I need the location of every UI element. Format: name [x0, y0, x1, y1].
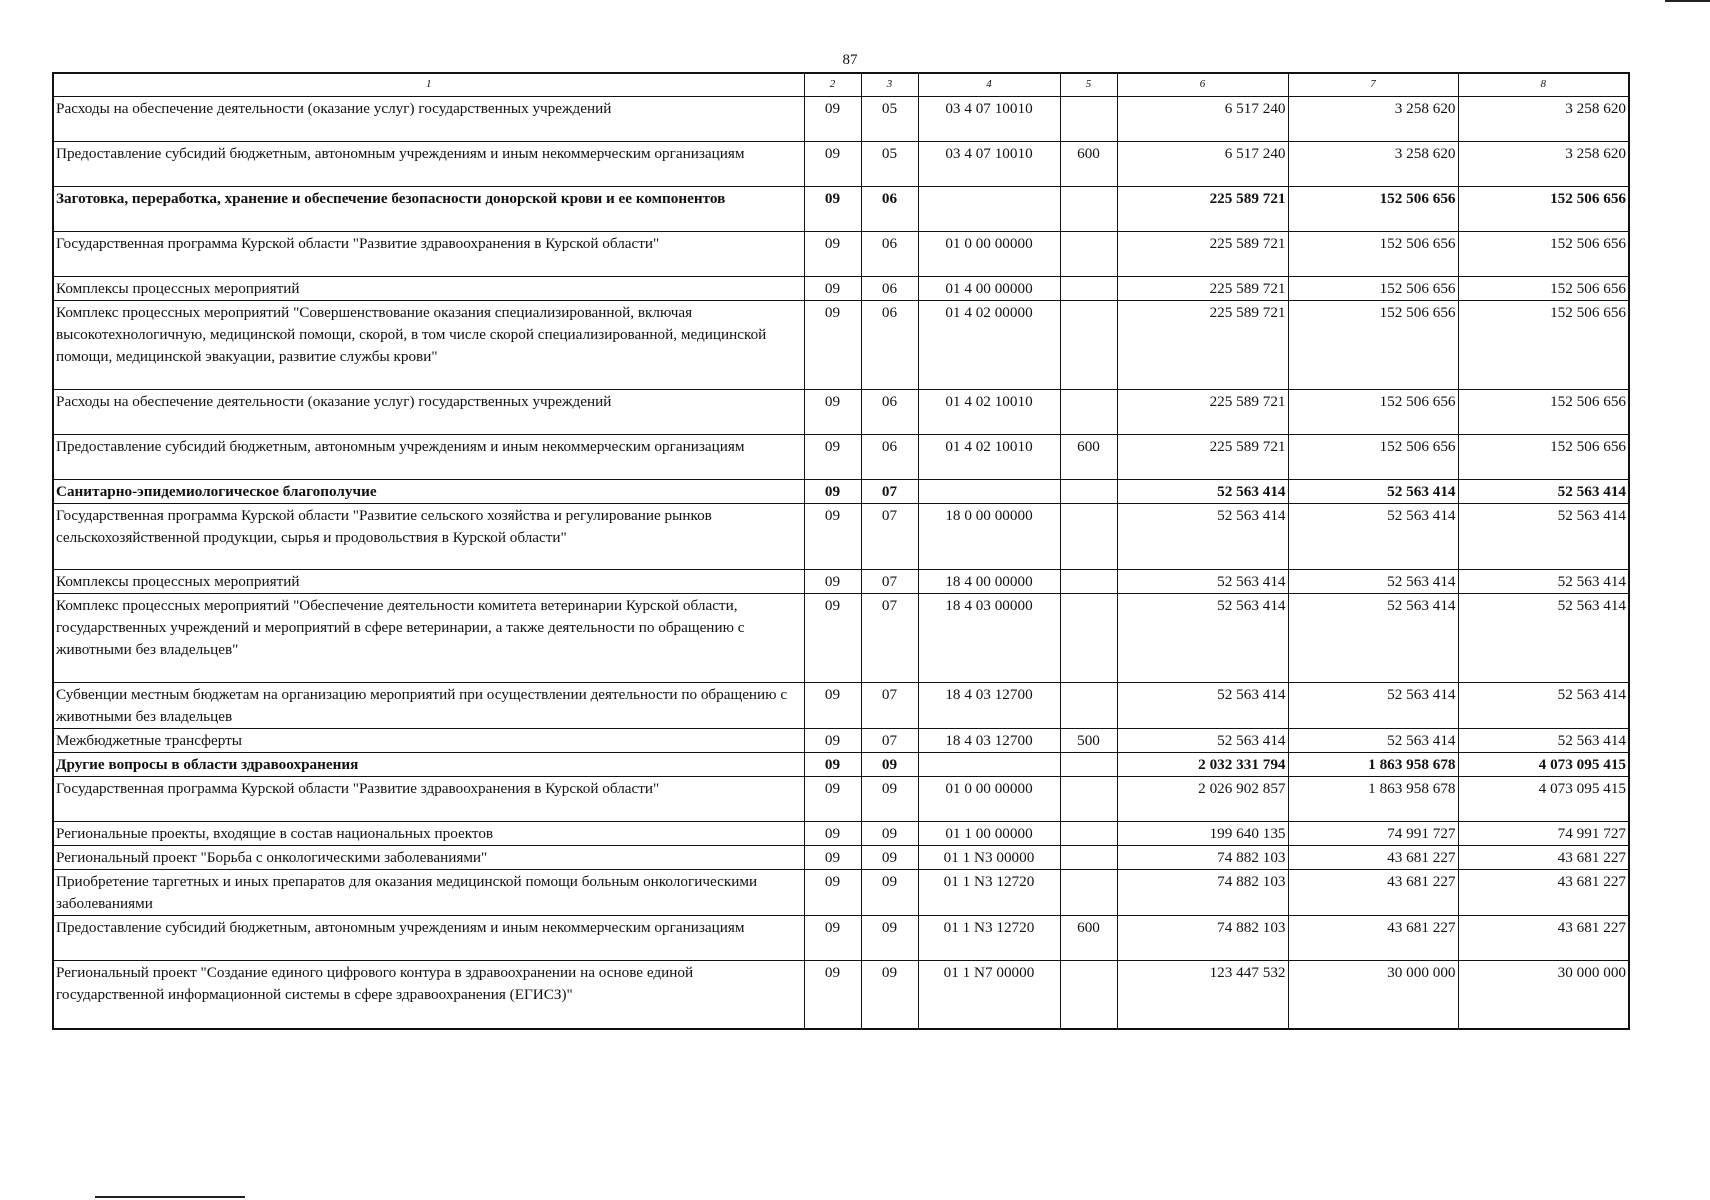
- expense-type-cell: [1060, 504, 1117, 570]
- amount-year1-cell: 74 882 103: [1117, 870, 1288, 916]
- amount-year3-cell: 52 563 414: [1458, 594, 1629, 683]
- expense-type-cell: [1060, 777, 1117, 822]
- amount-year1-cell: 225 589 721: [1117, 435, 1288, 480]
- expense-type-cell: [1060, 187, 1117, 232]
- table-row: [53, 753, 1629, 777]
- amount-year3-cell: 52 563 414: [1458, 480, 1629, 504]
- amount-year1-cell: 74 882 103: [1117, 916, 1288, 961]
- expense-type-cell: 600: [1060, 435, 1117, 480]
- row-name-cell: Комплекс процессных мероприятий "Совершенствование оказания специализированной, включая высокотехнологичную, медицинской помощи, скорой, в том числе скорой специализированной, медицинской помощи, медицинской эвакуации, развитие службы крови": [53, 301, 804, 390]
- row-name-cell: Государственная программа Курской области "Развитие сельского хозяйства и регулирование рынков сельскохозяйственной продукции, сырья и продовольствия в Курской области": [53, 504, 804, 570]
- section-cell: 09: [804, 142, 861, 187]
- row-name-cell: Комплекс процессных мероприятий "Обеспечение деятельности комитета ветеринарии Курской области, государственных учреждений и мероприятий в сфере ветеринарии, а также деятельности по обращению с животными без владельцев": [53, 594, 804, 683]
- amount-year1-cell: 52 563 414: [1117, 570, 1288, 594]
- row-name-cell: Санитарно-эпидемиологическое благополучие: [53, 480, 804, 504]
- target-article-cell: [918, 753, 1060, 777]
- row-name-cell: Региональные проекты, входящие в состав национальных проектов: [53, 822, 804, 846]
- target-article-cell: 18 0 00 00000: [918, 504, 1060, 570]
- section-cell: 09: [804, 846, 861, 870]
- section-cell: 09: [804, 594, 861, 683]
- column-number: 5: [1060, 73, 1117, 97]
- amount-year3-cell: 3 258 620: [1458, 142, 1629, 187]
- section-cell: 09: [804, 683, 861, 729]
- table-row: [53, 961, 1629, 1029]
- column-number: 8: [1458, 73, 1629, 97]
- column-number: 3: [861, 73, 918, 97]
- row-name-cell: Субвенции местным бюджетам на организацию мероприятий при осуществлении деятельности по обращению с животными без владельцев: [53, 683, 804, 729]
- expense-type-cell: [1060, 683, 1117, 729]
- expense-type-cell: 600: [1060, 916, 1117, 961]
- expense-type-cell: [1060, 822, 1117, 846]
- expense-type-cell: [1060, 961, 1117, 1029]
- section-cell: 09: [804, 277, 861, 301]
- expense-type-cell: [1060, 390, 1117, 435]
- scan-line: [95, 1196, 245, 1198]
- section-cell: 09: [804, 480, 861, 504]
- target-article-cell: 01 1 00 00000: [918, 822, 1060, 846]
- amount-year1-cell: 2 032 331 794: [1117, 753, 1288, 777]
- amount-year2-cell: 3 258 620: [1288, 142, 1458, 187]
- target-article-cell: 18 4 03 12700: [918, 683, 1060, 729]
- subsection-cell: 06: [861, 187, 918, 232]
- budget-table: [52, 72, 1630, 1030]
- amount-year2-cell: 152 506 656: [1288, 301, 1458, 390]
- amount-year1-cell: 52 563 414: [1117, 480, 1288, 504]
- table-row: [53, 187, 1629, 232]
- row-name-cell: Государственная программа Курской области "Развитие здравоохранения в Курской области": [53, 232, 804, 277]
- target-article-cell: 01 1 N7 00000: [918, 961, 1060, 1029]
- target-article-cell: [918, 480, 1060, 504]
- expense-type-cell: [1060, 594, 1117, 683]
- table-body: [53, 97, 1629, 1029]
- amount-year2-cell: 152 506 656: [1288, 232, 1458, 277]
- section-cell: 09: [804, 504, 861, 570]
- subsection-cell: 07: [861, 729, 918, 753]
- subsection-cell: 09: [861, 916, 918, 961]
- target-article-cell: 01 4 02 10010: [918, 390, 1060, 435]
- target-article-cell: 01 4 02 00000: [918, 301, 1060, 390]
- target-article-cell: 01 0 00 00000: [918, 232, 1060, 277]
- subsection-cell: 09: [861, 846, 918, 870]
- target-article-cell: 01 4 02 10010: [918, 435, 1060, 480]
- amount-year3-cell: 43 681 227: [1458, 870, 1629, 916]
- subsection-cell: 09: [861, 961, 918, 1029]
- subsection-cell: 09: [861, 822, 918, 846]
- amount-year3-cell: 52 563 414: [1458, 683, 1629, 729]
- row-name-cell: Расходы на обеспечение деятельности (оказание услуг) государственных учреждений: [53, 97, 804, 142]
- amount-year2-cell: 52 563 414: [1288, 729, 1458, 753]
- amount-year3-cell: 152 506 656: [1458, 277, 1629, 301]
- table-row: [53, 301, 1629, 390]
- section-cell: 09: [804, 777, 861, 822]
- table-row: [53, 142, 1629, 187]
- amount-year2-cell: 3 258 620: [1288, 97, 1458, 142]
- target-article-cell: 18 4 03 00000: [918, 594, 1060, 683]
- subsection-cell: 07: [861, 683, 918, 729]
- row-name-cell: Предоставление субсидий бюджетным, автономным учреждениям и иным некоммерческим организациям: [53, 916, 804, 961]
- table-row: [53, 97, 1629, 142]
- amount-year3-cell: 4 073 095 415: [1458, 753, 1629, 777]
- target-article-cell: 01 1 N3 12720: [918, 870, 1060, 916]
- page-number: 87: [842, 52, 858, 68]
- expense-type-cell: [1060, 97, 1117, 142]
- expense-type-cell: [1060, 277, 1117, 301]
- amount-year2-cell: 43 681 227: [1288, 870, 1458, 916]
- amount-year1-cell: 52 563 414: [1117, 683, 1288, 729]
- table-row: [53, 570, 1629, 594]
- amount-year3-cell: 3 258 620: [1458, 97, 1629, 142]
- row-name-cell: Расходы на обеспечение деятельности (оказание услуг) государственных учреждений: [53, 390, 804, 435]
- section-cell: 09: [804, 187, 861, 232]
- subsection-cell: 06: [861, 435, 918, 480]
- expense-type-cell: [1060, 232, 1117, 277]
- amount-year1-cell: 225 589 721: [1117, 232, 1288, 277]
- column-number: 7: [1288, 73, 1458, 97]
- subsection-cell: 06: [861, 232, 918, 277]
- amount-year1-cell: 123 447 532: [1117, 961, 1288, 1029]
- section-cell: 09: [804, 870, 861, 916]
- amount-year1-cell: 6 517 240: [1117, 97, 1288, 142]
- amount-year2-cell: 43 681 227: [1288, 916, 1458, 961]
- table-row: [53, 777, 1629, 822]
- section-cell: 09: [804, 435, 861, 480]
- row-name-cell: Комплексы процессных мероприятий: [53, 277, 804, 301]
- table-row: [53, 683, 1629, 729]
- target-article-cell: 18 4 03 12700: [918, 729, 1060, 753]
- section-cell: 09: [804, 570, 861, 594]
- column-number: 4: [918, 73, 1060, 97]
- amount-year3-cell: 152 506 656: [1458, 232, 1629, 277]
- amount-year2-cell: 43 681 227: [1288, 846, 1458, 870]
- amount-year2-cell: 74 991 727: [1288, 822, 1458, 846]
- row-name-cell: Комплексы процессных мероприятий: [53, 570, 804, 594]
- amount-year2-cell: 1 863 958 678: [1288, 777, 1458, 822]
- amount-year3-cell: 52 563 414: [1458, 504, 1629, 570]
- amount-year1-cell: 225 589 721: [1117, 187, 1288, 232]
- subsection-cell: 07: [861, 594, 918, 683]
- amount-year3-cell: 152 506 656: [1458, 187, 1629, 232]
- target-article-cell: 18 4 00 00000: [918, 570, 1060, 594]
- table-row: [53, 916, 1629, 961]
- amount-year1-cell: 52 563 414: [1117, 504, 1288, 570]
- amount-year3-cell: 152 506 656: [1458, 390, 1629, 435]
- row-name-cell: Государственная программа Курской области "Развитие здравоохранения в Курской области": [53, 777, 804, 822]
- amount-year2-cell: 52 563 414: [1288, 504, 1458, 570]
- amount-year2-cell: 152 506 656: [1288, 435, 1458, 480]
- column-number-row: [53, 73, 1629, 97]
- amount-year2-cell: 152 506 656: [1288, 277, 1458, 301]
- amount-year2-cell: 152 506 656: [1288, 390, 1458, 435]
- amount-year3-cell: 4 073 095 415: [1458, 777, 1629, 822]
- target-article-cell: 01 0 00 00000: [918, 777, 1060, 822]
- amount-year1-cell: 74 882 103: [1117, 846, 1288, 870]
- amount-year1-cell: 225 589 721: [1117, 277, 1288, 301]
- subsection-cell: 07: [861, 570, 918, 594]
- section-cell: 09: [804, 390, 861, 435]
- amount-year1-cell: 52 563 414: [1117, 729, 1288, 753]
- expense-type-cell: 600: [1060, 142, 1117, 187]
- section-cell: 09: [804, 729, 861, 753]
- target-article-cell: 01 1 N3 12720: [918, 916, 1060, 961]
- table-row: [53, 594, 1629, 683]
- row-name-cell: Межбюджетные трансферты: [53, 729, 804, 753]
- amount-year1-cell: 225 589 721: [1117, 301, 1288, 390]
- subsection-cell: 06: [861, 390, 918, 435]
- row-name-cell: Региональный проект "Создание единого цифрового контура в здравоохранении на основе единой государственной информационной системы в сфере здравоохранения (ЕГИСЗ)": [53, 961, 804, 1029]
- subsection-cell: 09: [861, 870, 918, 916]
- expense-type-cell: 500: [1060, 729, 1117, 753]
- table-row: [53, 870, 1629, 916]
- amount-year2-cell: 152 506 656: [1288, 187, 1458, 232]
- expense-type-cell: [1060, 480, 1117, 504]
- amount-year1-cell: 52 563 414: [1117, 594, 1288, 683]
- target-article-cell: 03 4 07 10010: [918, 97, 1060, 142]
- section-cell: 09: [804, 753, 861, 777]
- table-row: [53, 822, 1629, 846]
- amount-year2-cell: 52 563 414: [1288, 683, 1458, 729]
- table-row: [53, 504, 1629, 570]
- amount-year2-cell: 52 563 414: [1288, 570, 1458, 594]
- target-article-cell: 01 1 N3 00000: [918, 846, 1060, 870]
- column-number: 2: [804, 73, 861, 97]
- amount-year3-cell: 30 000 000: [1458, 961, 1629, 1029]
- expense-type-cell: [1060, 301, 1117, 390]
- subsection-cell: 05: [861, 97, 918, 142]
- row-name-cell: Заготовка, переработка, хранение и обеспечение безопасности донорской крови и ее компонентов: [53, 187, 804, 232]
- expense-type-cell: [1060, 753, 1117, 777]
- section-cell: 09: [804, 916, 861, 961]
- subsection-cell: 09: [861, 753, 918, 777]
- column-number: 6: [1117, 73, 1288, 97]
- amount-year2-cell: 30 000 000: [1288, 961, 1458, 1029]
- row-name-cell: Другие вопросы в области здравоохранения: [53, 753, 804, 777]
- section-cell: 09: [804, 301, 861, 390]
- amount-year3-cell: 43 681 227: [1458, 846, 1629, 870]
- expense-type-cell: [1060, 570, 1117, 594]
- table-row: [53, 729, 1629, 753]
- expense-type-cell: [1060, 870, 1117, 916]
- amount-year3-cell: 74 991 727: [1458, 822, 1629, 846]
- subsection-cell: 05: [861, 142, 918, 187]
- section-cell: 09: [804, 97, 861, 142]
- column-number: 1: [53, 73, 804, 97]
- amount-year3-cell: 43 681 227: [1458, 916, 1629, 961]
- amount-year3-cell: 52 563 414: [1458, 729, 1629, 753]
- subsection-cell: 07: [861, 480, 918, 504]
- section-cell: 09: [804, 232, 861, 277]
- row-name-cell: Приобретение таргетных и иных препаратов для оказания медицинской помощи больным онкологическими заболеваниями: [53, 870, 804, 916]
- subsection-cell: 06: [861, 301, 918, 390]
- table-row: [53, 232, 1629, 277]
- row-name-cell: Региональный проект "Борьба с онкологическими заболеваниями": [53, 846, 804, 870]
- subsection-cell: 09: [861, 777, 918, 822]
- table-row: [53, 390, 1629, 435]
- amount-year1-cell: 199 640 135: [1117, 822, 1288, 846]
- amount-year1-cell: 225 589 721: [1117, 390, 1288, 435]
- row-name-cell: Предоставление субсидий бюджетным, автономным учреждениям и иным некоммерческим организациям: [53, 142, 804, 187]
- section-cell: 09: [804, 822, 861, 846]
- amount-year2-cell: 52 563 414: [1288, 480, 1458, 504]
- table-row: [53, 435, 1629, 480]
- row-name-cell: Предоставление субсидий бюджетным, автономным учреждениям и иным некоммерческим организациям: [53, 435, 804, 480]
- amount-year3-cell: 152 506 656: [1458, 435, 1629, 480]
- target-article-cell: [918, 187, 1060, 232]
- amount-year3-cell: 152 506 656: [1458, 301, 1629, 390]
- target-article-cell: 03 4 07 10010: [918, 142, 1060, 187]
- subsection-cell: 07: [861, 504, 918, 570]
- expense-type-cell: [1060, 846, 1117, 870]
- amount-year2-cell: 52 563 414: [1288, 594, 1458, 683]
- amount-year1-cell: 2 026 902 857: [1117, 777, 1288, 822]
- table-row: [53, 480, 1629, 504]
- table-row: [53, 846, 1629, 870]
- amount-year3-cell: 52 563 414: [1458, 570, 1629, 594]
- target-article-cell: 01 4 00 00000: [918, 277, 1060, 301]
- amount-year2-cell: 1 863 958 678: [1288, 753, 1458, 777]
- table-row: [53, 277, 1629, 301]
- subsection-cell: 06: [861, 277, 918, 301]
- amount-year1-cell: 6 517 240: [1117, 142, 1288, 187]
- section-cell: 09: [804, 961, 861, 1029]
- scan-line: [1665, 0, 1710, 2]
